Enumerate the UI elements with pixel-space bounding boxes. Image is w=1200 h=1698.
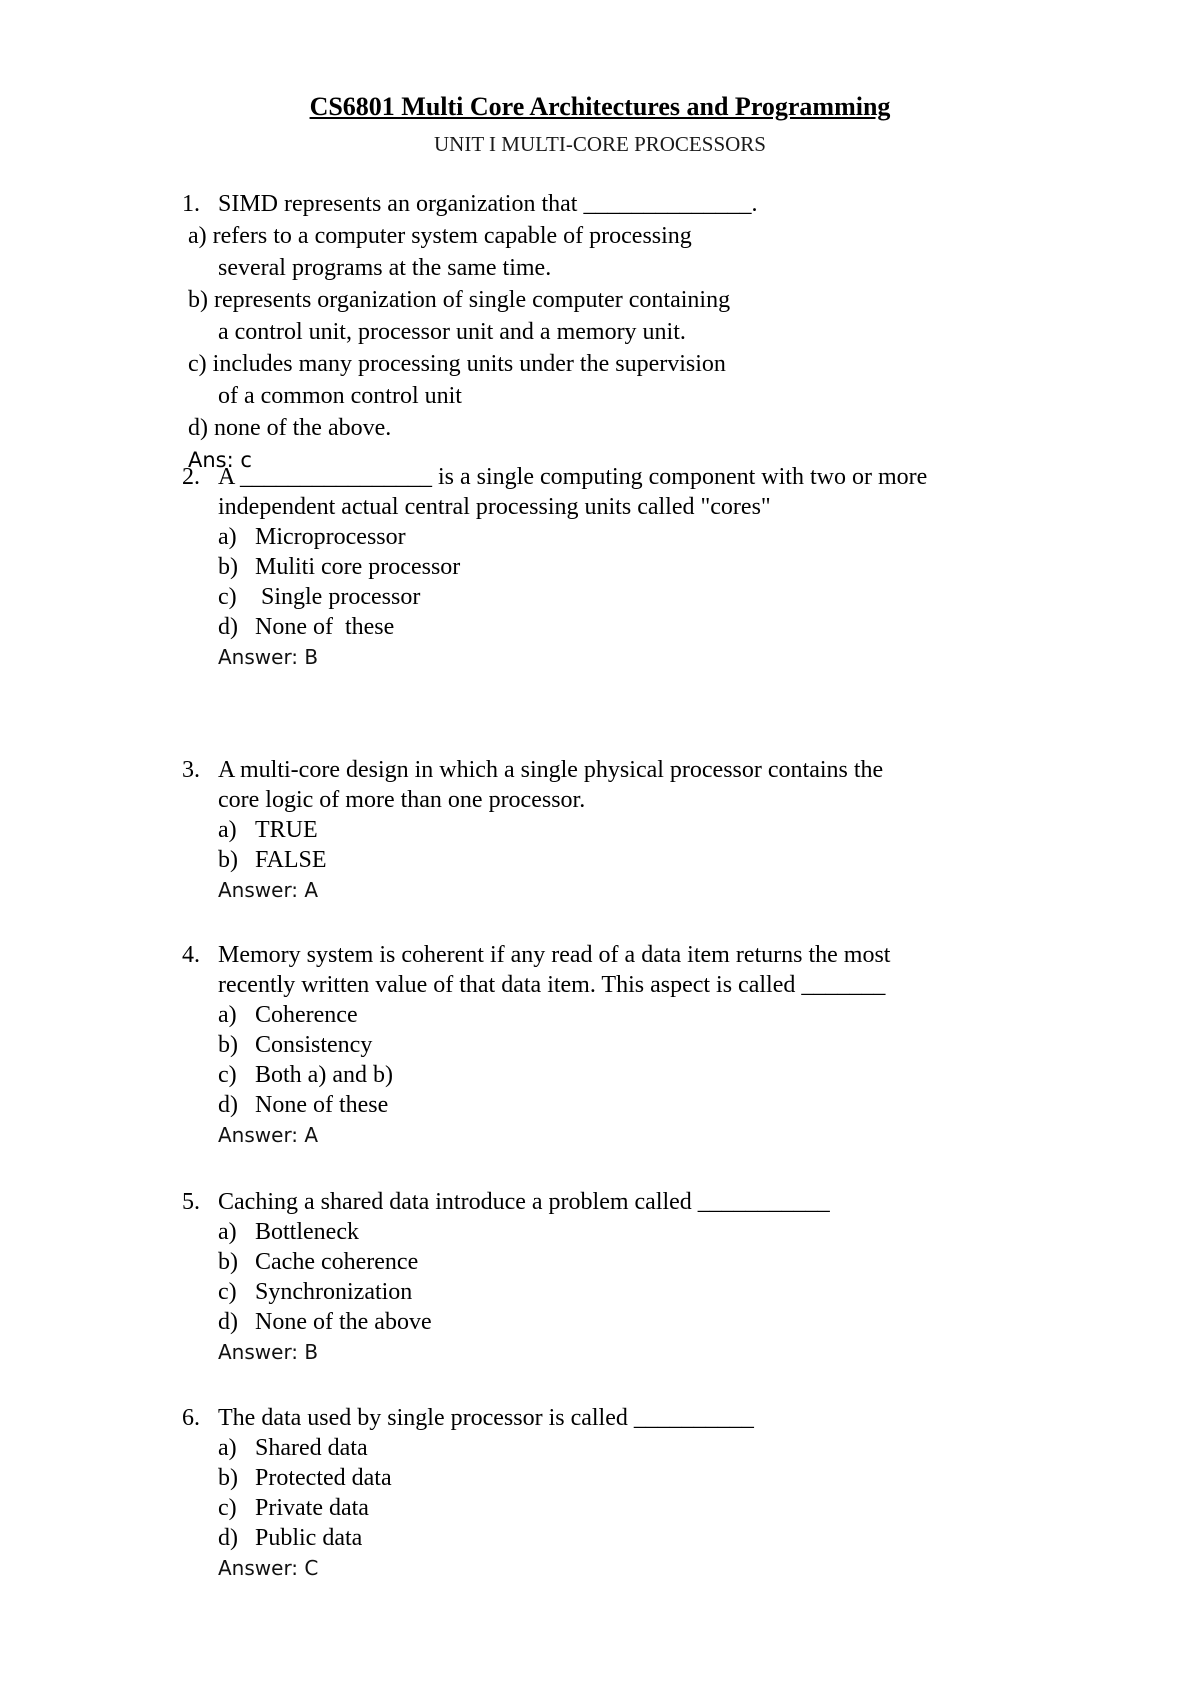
question-text: Memory system is coherent if any read of a data item returns the most	[218, 942, 891, 968]
question-1	[182, 188, 1132, 476]
answer-line: Answer: A	[218, 878, 319, 902]
answer-line: Answer: B	[218, 645, 319, 669]
question-4	[182, 940, 1132, 1150]
option-text: None of these	[255, 1092, 389, 1118]
option-c	[182, 1277, 1132, 1307]
option-letter: b)	[218, 1465, 238, 1491]
question-5	[182, 1187, 1132, 1367]
option-d: d) none of the above.	[188, 415, 392, 441]
answer-line: Ans: c	[188, 448, 252, 472]
question-stem	[182, 1187, 1132, 1217]
option-letter: a)	[218, 1435, 237, 1461]
option-text: FALSE	[255, 847, 327, 873]
option-text: Synchronization	[255, 1279, 413, 1305]
option-letter: d)	[218, 1092, 238, 1118]
option-letter: b)	[218, 554, 238, 580]
question-stem	[182, 755, 1132, 785]
option-text: TRUE	[255, 817, 318, 843]
option-letter: d)	[218, 1309, 238, 1335]
option-b	[182, 845, 1132, 875]
question-stem	[182, 940, 1132, 970]
option-letter: c)	[218, 1279, 237, 1305]
question-number: 1.	[182, 191, 200, 217]
option-d	[182, 1307, 1132, 1337]
question-text: Caching a shared data introduce a problem called ___________	[218, 1189, 830, 1215]
question-stem	[182, 188, 1132, 220]
question-text: A multi-core design in which a single physical processor contains the	[218, 757, 884, 783]
option-c	[182, 1493, 1132, 1523]
option-d	[182, 1090, 1132, 1120]
option-text: Microprocessor	[255, 524, 406, 550]
option-c	[182, 582, 1132, 612]
option-a	[182, 1433, 1132, 1463]
question-stem-continued	[182, 492, 1132, 522]
option-text: Shared data	[255, 1435, 368, 1461]
question-stem	[182, 1403, 1132, 1433]
option-text: Muliti core processor	[255, 554, 461, 580]
option-b	[182, 552, 1132, 582]
option-c: c) includes many processing units under the supervision	[188, 351, 726, 377]
option-b: b) represents organization of single computer containing	[188, 287, 731, 313]
option-text: Private data	[255, 1495, 369, 1521]
option-text: None of the above	[255, 1309, 432, 1335]
option-a-continued: several programs at the same time.	[218, 255, 552, 281]
question-text: SIMD represents an organization that ______________.	[218, 191, 758, 217]
question-3	[182, 755, 1132, 905]
option-a	[182, 815, 1132, 845]
option-c	[182, 1060, 1132, 1090]
option-letter: c)	[218, 1062, 237, 1088]
option-letter: b)	[218, 1032, 238, 1058]
option-b-continued: a control unit, processor unit and a memory unit.	[218, 319, 686, 345]
option-letter: b)	[218, 847, 238, 873]
option-text: Public data	[255, 1525, 363, 1551]
option-letter: a)	[218, 817, 237, 843]
question-text: The data used by single processor is called __________	[218, 1405, 754, 1431]
option-letter: c)	[218, 584, 237, 610]
answer-line: Answer: C	[218, 1556, 319, 1580]
option-letter: b)	[218, 1249, 238, 1275]
question-text: independent actual central processing units called "cores"	[218, 494, 771, 520]
option-d	[182, 612, 1132, 642]
question-number: 2.	[182, 464, 200, 490]
option-letter: d)	[218, 1525, 238, 1551]
option-text: None of these	[255, 614, 395, 640]
question-6	[182, 1403, 1132, 1583]
option-text: Consistency	[255, 1032, 373, 1058]
option-text: Both a) and b)	[255, 1062, 393, 1088]
document-title: CS6801 Multi Core Architectures and Programming	[309, 92, 891, 121]
question-number: 3.	[182, 757, 200, 783]
option-text: Single processor	[255, 584, 421, 610]
option-b	[182, 1247, 1132, 1277]
question-stem-continued	[182, 970, 1132, 1000]
option-d	[182, 1523, 1132, 1553]
question-number: 6.	[182, 1405, 200, 1431]
option-letter: a)	[218, 1219, 237, 1245]
option-a: a) refers to a computer system capable of processing	[188, 223, 692, 249]
option-a	[182, 1217, 1132, 1247]
option-text: Bottleneck	[255, 1219, 359, 1245]
option-text: Coherence	[255, 1002, 358, 1028]
question-text: recently written value of that data item. This aspect is called _______	[218, 972, 886, 998]
question-number: 4.	[182, 942, 200, 968]
option-text: Protected data	[255, 1465, 392, 1491]
option-a	[182, 522, 1132, 552]
question-text: A ________________ is a single computing component with two or more	[218, 464, 928, 490]
option-letter: c)	[218, 1495, 237, 1521]
question-stem	[182, 462, 1132, 492]
option-b	[182, 1030, 1132, 1060]
answer-line: Answer: B	[218, 1340, 319, 1364]
unit-heading: UNIT I MULTI-CORE PROCESSORS	[434, 132, 766, 156]
question-stem-continued	[182, 785, 1132, 815]
option-letter: a)	[218, 1002, 237, 1028]
option-letter: d)	[218, 614, 238, 640]
option-text: Cache coherence	[255, 1249, 419, 1275]
answer-line: Answer: A	[218, 1123, 319, 1147]
option-letter: a)	[218, 524, 237, 550]
option-b	[182, 1463, 1132, 1493]
option-a	[182, 1000, 1132, 1030]
question-text: core logic of more than one processor.	[218, 787, 586, 813]
question-2	[182, 462, 1132, 672]
question-number: 5.	[182, 1189, 200, 1215]
option-c-continued: of a common control unit	[218, 383, 462, 409]
